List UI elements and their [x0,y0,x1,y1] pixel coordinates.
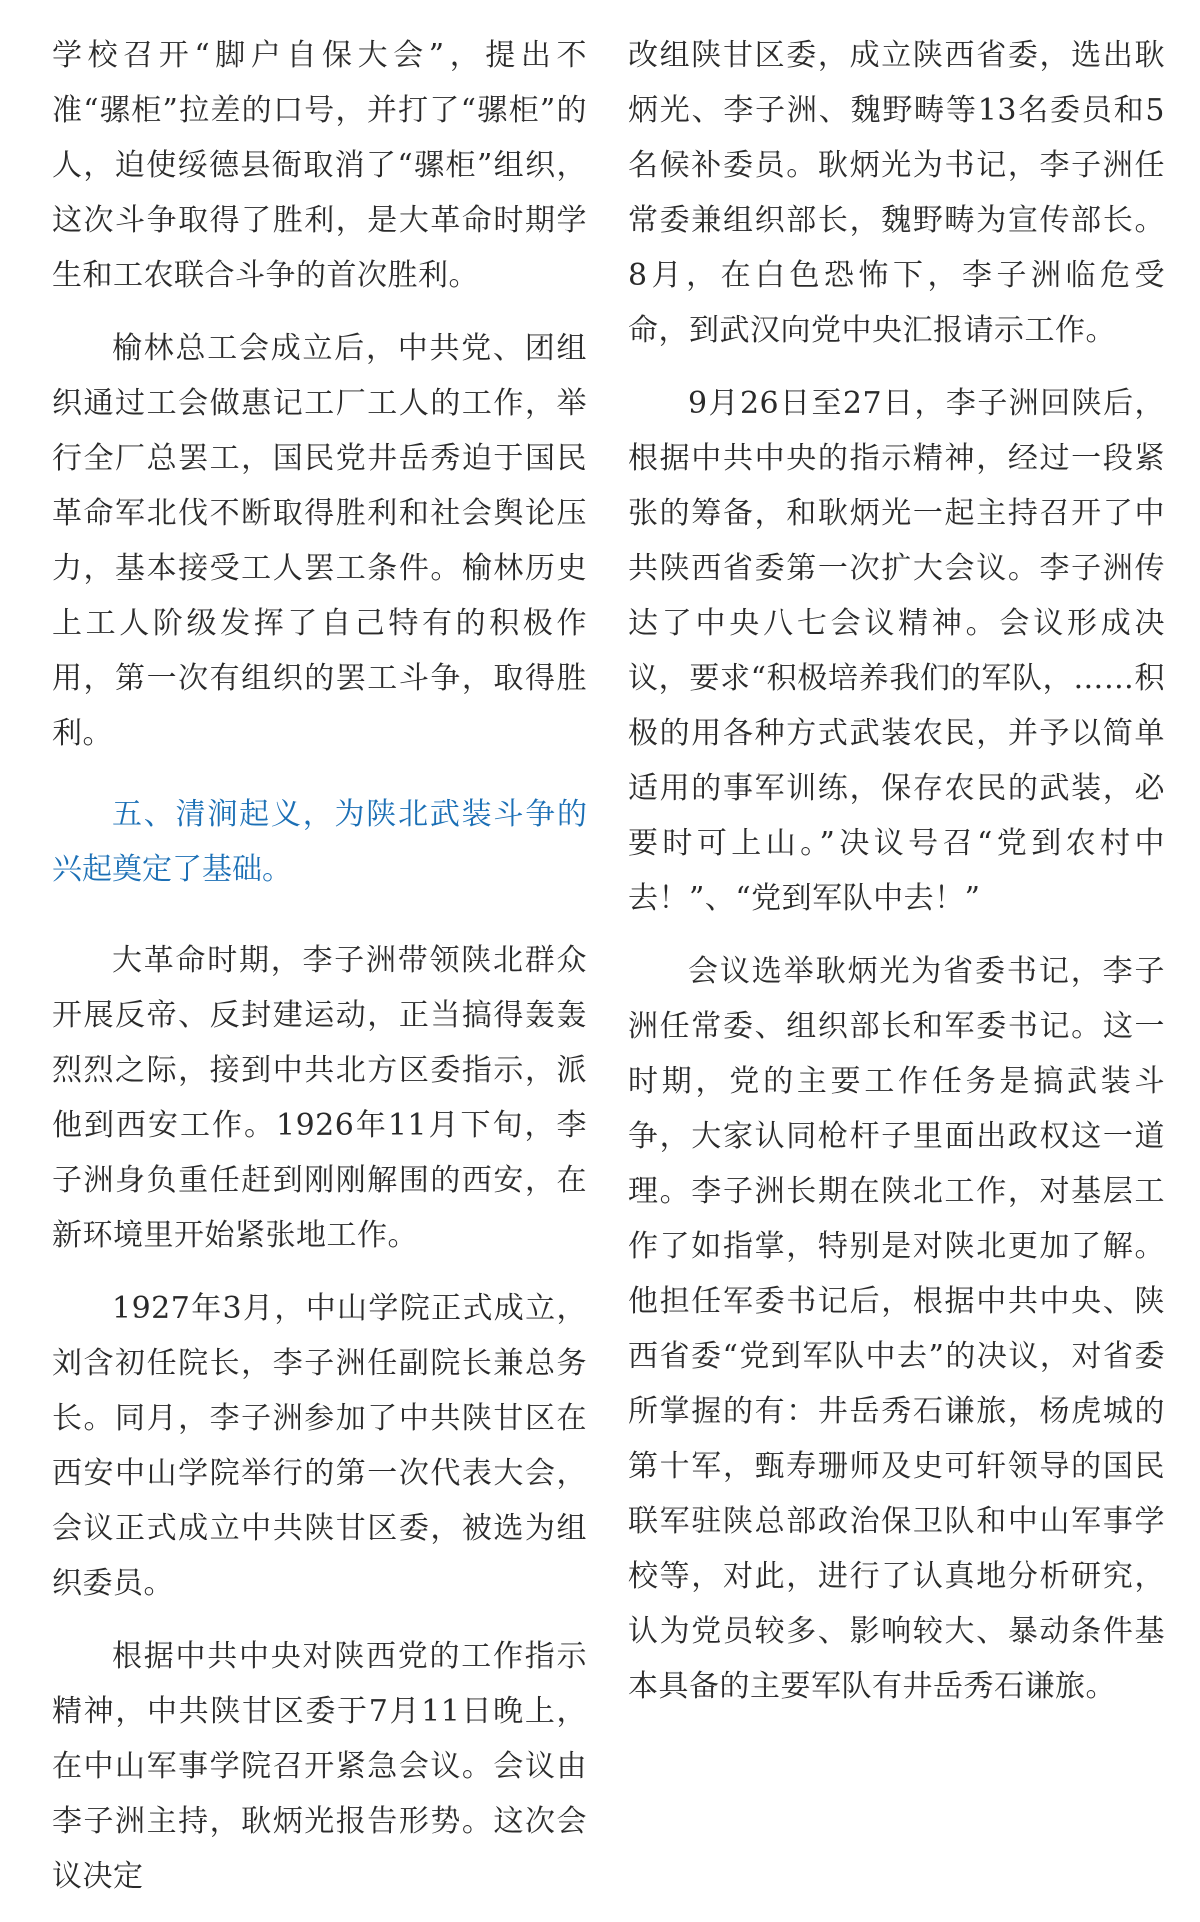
right-column [628,28,1165,1732]
paragraph: 改组陕甘区委，成立陕西省委，选出耿炳光、李子洲、魏野畴等13名委员和5名候补委员。耿炳光为书记，李子洲任常委兼组织部长，魏野畴为宣传部长。8月，在白色恐怖下，李子洲临危受命，到武汉向党中央汇报请示工作。 [628,38,1165,348]
paragraph: 会议选举耿炳光为省委书记，李子洲任常委、组织部长和军委书记。这一时期，党的主要工作任务是搞武装斗争，大家认同枪杆子里面出政权这一道理。李子洲长期在陕北工作，对基层工作了如指掌，特别是对陕北更加了解。他担任军委书记后，根据中共中央、陕西省委“党到军队中去”的决议，对省委所掌握的有：井岳秀石谦旅，杨虎城的第十军，甄寿珊师及史可轩领导的国民联军驻陕总部政治保卫队和中山军事学校等，对此，进行了认真地分析研究，认为党员较多、影响较大、暴动条件基本具备的主要军队有井岳秀石谦旅。 [628,954,1165,1704]
paragraph: 9月26日至27日，李子洲回陕后，根据中共中央的指示精神，经过一段紧张的筹备，和耿炳光一起主持召开了中共陕西省委第一次扩大会议。李子洲传达了中央八七会议精神。会议形成决议，要求“积极培养我们的军队，……积极的用各种方式武装农民，并予以简单适用的事军训练，保存农民的武装，必要时可上山。”决议号召“党到农村中去！”、“党到军队中去！” [628,386,1165,916]
section-heading: 五、清涧起义，为陕北武装斗争的兴起奠定了基础。 [52,797,587,887]
paragraph: 学校召开“脚户自保大会”，提出不准“骡柜”拉差的口号，并打了“骡柜”的人，迫使绥德县衙取消了“骡柜”组织，这次斗争取得了胜利，是大革命时期学生和工农联合斗争的首次胜利。 [52,38,587,293]
paragraph: 榆林总工会成立后，中共党、团组织通过工会做惠记工厂工人的工作，举行全厂总罢工，国民党井岳秀迫于国民革命军北伐不断取得胜利和社会舆论压力，基本接受工人罢工条件。榆林历史上工人阶级发挥了自己特有的积极作用，第一次有组织的罢工斗争，取得胜利。 [52,331,587,751]
paragraph: 1927年3月，中山学院正式成立，刘含初任院长，李子洲任副院长兼总务长。同月，李子洲参加了中共陕甘区在西安中山学院举行的第一次代表大会，会议正式成立中共陕甘区委，被选为组织委员。 [52,1291,587,1601]
paragraph: 大革命时期，李子洲带领陕北群众开展反帝、反封建运动，正当搞得轰轰烈烈之际，接到中共北方区委指示，派他到西安工作。1926年11月下旬，李子洲身负重任赶到刚刚解围的西安，在新环境里开始紧张地工作。 [52,943,587,1253]
left-column [52,28,587,1922]
paragraph: 根据中共中央对陕西党的工作指示精神，中共陕甘区委于7月11日晚上，在中山军事学院召开紧急会议。会议由李子洲主持，耿炳光报告形势。这次会议决定 [52,1639,587,1894]
